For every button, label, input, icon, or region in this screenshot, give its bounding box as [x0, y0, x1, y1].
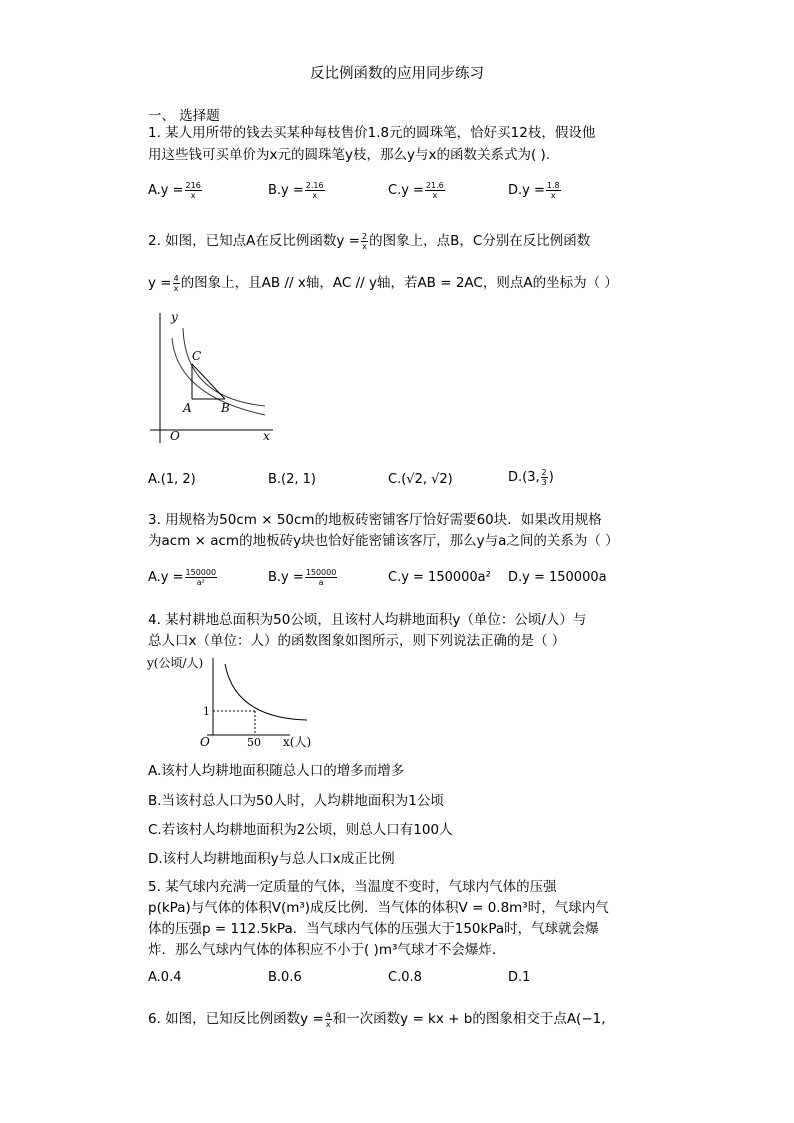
point-c-label: C — [192, 349, 202, 363]
q5-option-d: D.1 — [508, 970, 531, 985]
q4-option-a: A.该村人均耕地面积随总人口的增多而增多 — [148, 763, 405, 779]
question-4-line-2: 总人口x（单位：人）的函数图象如图所示，则下列说法正确的是（ ） — [148, 633, 566, 649]
q4-option-d: D.该村人均耕地面积y与总人口x成正比例 — [148, 851, 395, 867]
section-heading: 一、 选择题 — [148, 108, 220, 124]
q4-option-b: B.当该村总人口为50人时，人均耕地面积为1公顷 — [148, 793, 444, 809]
q2-graph — [145, 308, 280, 448]
q1-option-a: A.y = $\frac{216}{x}$ — [148, 181, 201, 200]
q3-option-b: B.y = $\frac{150000}{a}$ — [268, 568, 337, 587]
page-title: 反比例函数的应用同步练习 — [310, 66, 484, 82]
q5-option-b: B.0.6 — [268, 970, 302, 985]
q1-option-b: B.y = $\frac{2.16}{x}$ — [268, 181, 324, 200]
q2-origin-label: O — [170, 429, 180, 443]
question-1-line-1: 1. 某人用所带的钱去买某种每枝售价1.8元的圆珠笔，恰好买12枝，假设他 — [148, 125, 596, 141]
question-3-line-1: 3. 用规格为50cm × 50cm的地板砖密铺客厅恰好需要60块．如果改用规格 — [148, 512, 602, 528]
question-4-line-1: 4. 某村耕地总面积为50公顷，且该村人均耕地面积y（单位：公顷/人）与 — [148, 612, 587, 628]
q5-option-c: C.0.8 — [388, 970, 422, 985]
question-2-line-1: 2. 如图，已知点A在反比例函数y = $\frac{2}{x}$ 的图象上，点B，C分别在反比例函数 — [148, 231, 591, 251]
q1-option-c: C.y = $\frac{21.6}{x}$ — [388, 181, 444, 200]
q4-tick-50: 50 — [247, 736, 261, 749]
question-3-line-2: 为acm × acm的地板砖y块也恰好能密铺该客厅，那么y与a之间的关系为（ ） — [148, 533, 619, 549]
q3-option-a: A.y = $\frac{150000}{\text{a²}}$ — [148, 568, 217, 587]
q4-x-label: x(人) — [283, 735, 312, 749]
question-5-line-2: p(kPa)与气体的体积V(m³)成反比例．当气体的体积V = 0.8m³时，气球内气 — [148, 900, 609, 916]
q3-option-d: D.y = 150000a — [508, 570, 607, 585]
q4-tick-1: 1 — [203, 705, 210, 718]
q2-option-b: B.(2, 1) — [268, 472, 317, 487]
question-5-line-4: 炸．那么气球内气体的体积应不小于( )m³气球才不会爆炸． — [148, 942, 506, 958]
question-5-line-1: 5. 某气球内充满一定质量的气体，当温度不变时，气球内气体的压强 — [148, 879, 557, 895]
point-a-label: A — [183, 401, 192, 415]
question-1-line-2: 用这些钱可买单价为x元的圆珠笔y枝，那么y与x的函数关系式为( ). — [148, 147, 551, 163]
q3-option-c: C.y = 150000a² — [388, 570, 491, 585]
q5-option-a: A.0.4 — [148, 970, 182, 985]
q4-y-label: y(公顷/人) — [147, 656, 204, 670]
q4-origin-label: O — [200, 735, 210, 749]
question-5-line-3: 体的压强p = 112.5kPa．当气球内气体的压强大于150kPa时，气球就会爆 — [148, 921, 599, 937]
q4-graph — [145, 650, 325, 755]
q4-curve — [225, 664, 307, 720]
q4-option-c: C.若该村人均耕地面积为2公顷，则总人口有100人 — [148, 822, 453, 838]
question-2-line-2: y = $\frac{4}{x}$ 的图象上，且AB // x轴，AC // y轴，若AB = 2AC，则点A的坐标为（ ） — [148, 273, 618, 293]
q2-option-c: C.(√2, √2) — [388, 472, 453, 487]
q1-option-d: D.y = $\frac{1.8}{x}$ — [508, 181, 560, 200]
q2-option-d: D.(3, $\frac{2}{3}$ ) — [508, 468, 554, 487]
point-b-label: B — [221, 401, 230, 415]
q2-y-label: y — [171, 310, 178, 324]
question-6-line-1: 6. 如图，已知反比例函数y = $\frac{a}{x}$ 和一次函数y = kx + b的图象相交于点A(−1, — [148, 1009, 606, 1029]
q2-x-label: x — [263, 429, 270, 443]
q2-option-a: A.(1, 2) — [148, 472, 196, 487]
